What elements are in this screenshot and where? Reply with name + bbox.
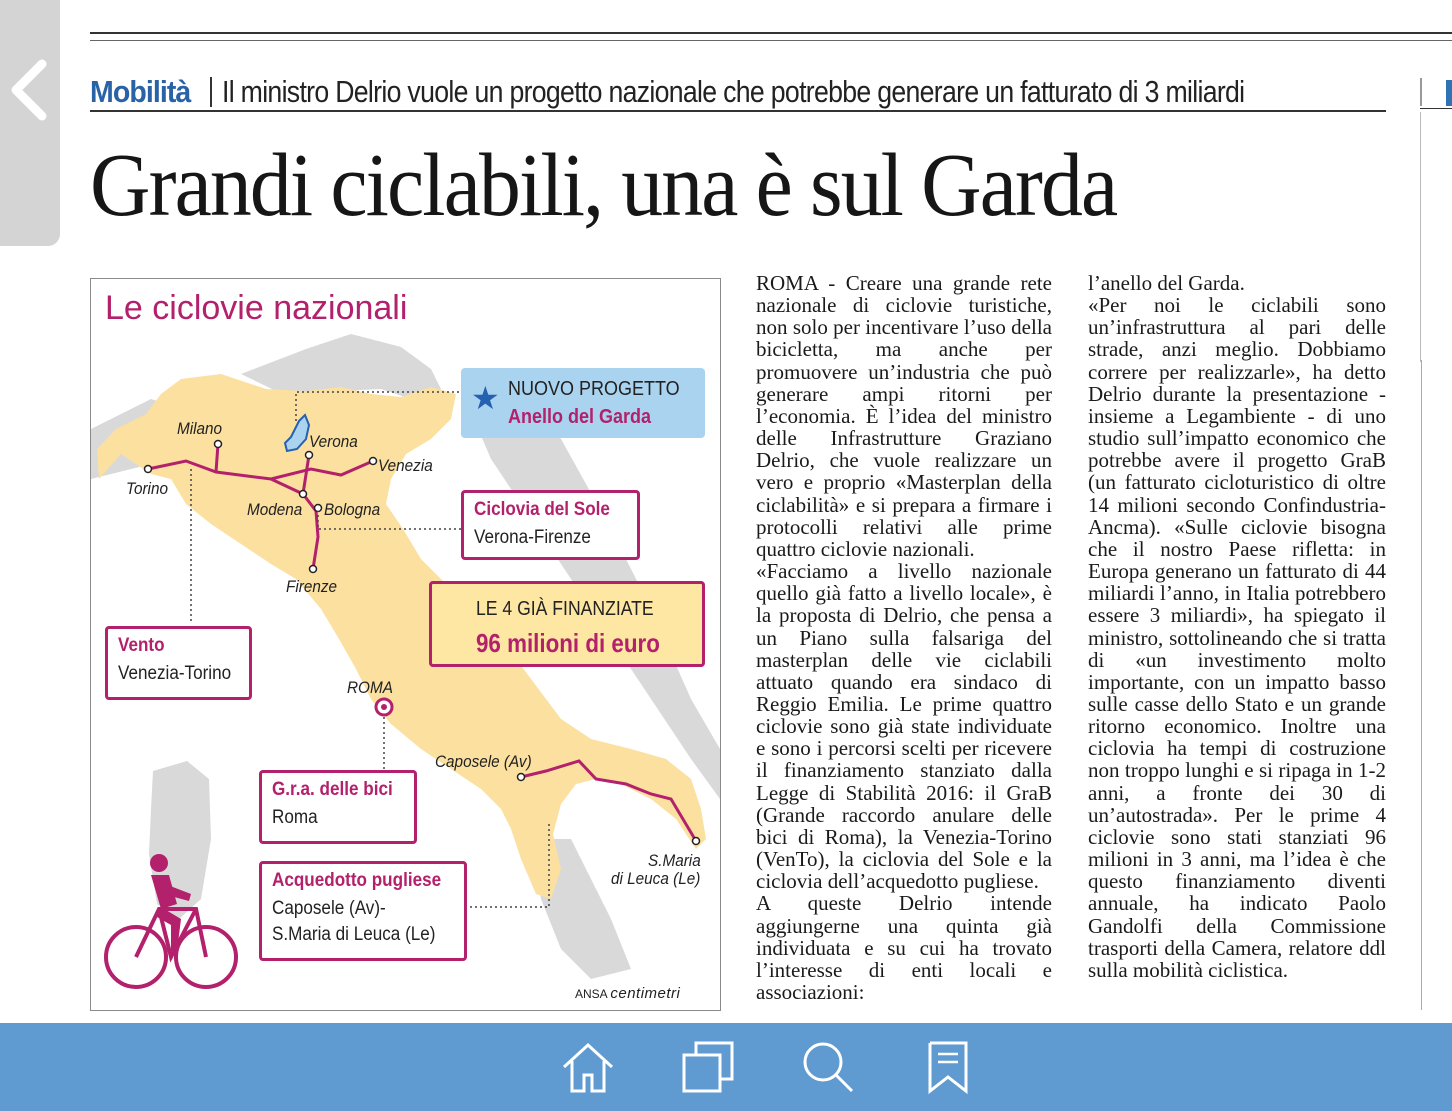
city-label-verona: Verona <box>309 432 358 451</box>
new-project-label: NUOVO PROGETTO <box>508 378 680 400</box>
route-subtitle-2: S.Maria di Leuca (Le) <box>272 924 436 945</box>
article-paragraph: l’anello del Garda. <box>1088 271 1245 295</box>
article-paragraph: ROMA - Creare una grande rete nazionale di ciclovie turistiche, non solo per incentivare l’uso della bicicletta, ma anche per promuovere un’industria che può generare ampi ritorni per l’economia. È l’idea del ministro delle Infrastrutture Graziano Delrio, che vuole realizzare un vero e proprio «Masterplan della ciclabilità» e si prepara a firmare i protocolli relativi alle prime quattro ciclovie nazionali. <box>756 271 1052 561</box>
kicker <box>90 72 1411 112</box>
kicker-rule <box>90 110 1386 112</box>
kicker-text: Il ministro Delrio vuole un progetto nazionale che potrebbe generare un fatturato di 3 miliardi <box>222 74 1245 109</box>
route-title: Acquedotto pugliese <box>272 870 442 891</box>
route-title: G.r.a. delle bici <box>272 779 393 800</box>
adjacent-column-kicker-mark <box>1446 80 1452 106</box>
city-label-bologna: Bologna <box>324 500 381 519</box>
bookmark-icon <box>918 1037 978 1097</box>
funded-amount: 96 milioni di euro <box>476 628 660 658</box>
search-button[interactable] <box>798 1037 858 1097</box>
kicker-separator <box>210 77 212 107</box>
infographic <box>90 278 721 1011</box>
back-button[interactable] <box>0 0 60 246</box>
route-subtitle: Verona-Firenze <box>474 527 591 548</box>
funded-callout <box>429 581 705 667</box>
pages-button[interactable] <box>678 1037 738 1097</box>
chevron-left-icon <box>6 58 50 122</box>
route-title: Vento <box>118 635 165 656</box>
column-divider <box>1421 360 1422 1010</box>
infographic-title: Le ciclovie nazionali <box>105 289 408 327</box>
route-subtitle: Caposele (Av)- <box>272 898 386 919</box>
route-callout-acquedotto <box>259 861 467 961</box>
home-icon <box>558 1037 618 1097</box>
section-tag: Mobilità <box>90 74 191 109</box>
star-icon: ★ <box>471 380 500 416</box>
top-rule-thin <box>90 40 1452 41</box>
bookmark-button[interactable] <box>918 1037 978 1097</box>
city-label-modena: Modena <box>247 500 303 519</box>
pages-icon <box>678 1037 738 1097</box>
adjacent-column-rule <box>1420 108 1452 109</box>
city-label-milano: Milano <box>177 419 223 438</box>
route-callout-gra <box>259 770 417 844</box>
new-project-name: Anello del Garda <box>508 406 652 428</box>
funded-label: LE 4 GIÀ FINANZIATE <box>476 598 654 620</box>
city-label-torino: Torino <box>126 479 168 498</box>
city-label-leuca-2: di Leuca (Le) <box>611 869 701 888</box>
bottom-toolbar <box>0 1023 1452 1111</box>
adjacent-column-edge <box>1420 78 1422 106</box>
city-label-firenze: Firenze <box>286 577 338 596</box>
city-label-venezia: Venezia <box>378 456 433 475</box>
route-title: Ciclovia del Sole <box>474 499 610 520</box>
credit-agency: ANSA <box>575 987 608 1001</box>
route-callout-vento <box>105 626 252 700</box>
route-subtitle: Roma <box>272 807 318 828</box>
image-credit <box>575 985 680 1002</box>
city-label-roma: ROMA <box>347 678 393 697</box>
article-column-2 <box>1088 272 1386 981</box>
new-project-callout <box>461 368 705 438</box>
headline: Grandi ciclabili, una è sul Garda <box>90 136 1117 235</box>
article-paragraph: A queste Delrio intende aggiungerne una quinta già individuata e su cui ha trovato l’interesse di enti locali e associazioni: <box>756 891 1052 1004</box>
adjacent-column-divider <box>1420 112 1421 362</box>
article-paragraph: «Facciamo a livello nazionale quello già fatto a livello locale», è la proposta di Delrio, che pensa a un Piano sulla falsariga del masterplan delle vie ciclabili attuato quando era sindaco di Reggio Emilia. Le prime quattro ciclovie sono già state individuate e sono i percorsi scelti per ricevere il finanziamento stanziato dalla Legge di Stabilità 2016: il GraB (Grande raccordo anulare delle bici di Roma), la Venezia-Torino (VenTo), la ciclovia del Sole e la ciclovia dell’acquedotto pugliese. <box>756 559 1052 894</box>
city-label-caposele: Caposele (Av) <box>435 752 532 771</box>
route-subtitle: Venezia-Torino <box>118 663 232 684</box>
city-label-leuca-1: S.Maria <box>648 851 701 870</box>
route-callout-sole <box>461 490 640 560</box>
article-paragraph: «Per noi le ciclabili sono un’infrastruttura al pari delle strade, anzi meglio. Dobbiamo correre per realizzarle», ha detto Delrio durante la presentazione - insieme a Legambiente - di uno studio sull’impatto economico che potrebbe avere il progetto GraB (un fatturato cicloturistico di oltre 14 milioni secondo Confindustria-Ancma). «Sulle ciclovie bisogna che il nostro Paese rifletta: in Europa generano un fatturato di 44 miliardi l’anno, in Italia potrebbero essere 3 miliardi», ha spiegato il ministro, sottolineando che si tratta di «un investimento molto importante, con un impatto basso sulle casse dello Stato e un grande ritorno economico. Inoltre una ciclovia ha tempi di costruzione non troppo lunghi e si ripaga in 1-2 anni, a fronte dei 30 di un’autostrada». Per le prime 4 ciclovie sono stati stanziati 96 milioni in 3 anni, ma l’idea è che questo finanziamento diventi annuale, ha indicato Paolo Gandolfi della Commissione trasporti della Camera, relatore ddl sulla mobilità ciclistica. <box>1088 293 1386 982</box>
search-icon <box>798 1037 858 1097</box>
home-button[interactable] <box>558 1037 618 1097</box>
article-column-1 <box>756 272 1052 1003</box>
credit-brand: centimetri <box>610 985 681 1002</box>
top-rule <box>90 32 1452 34</box>
